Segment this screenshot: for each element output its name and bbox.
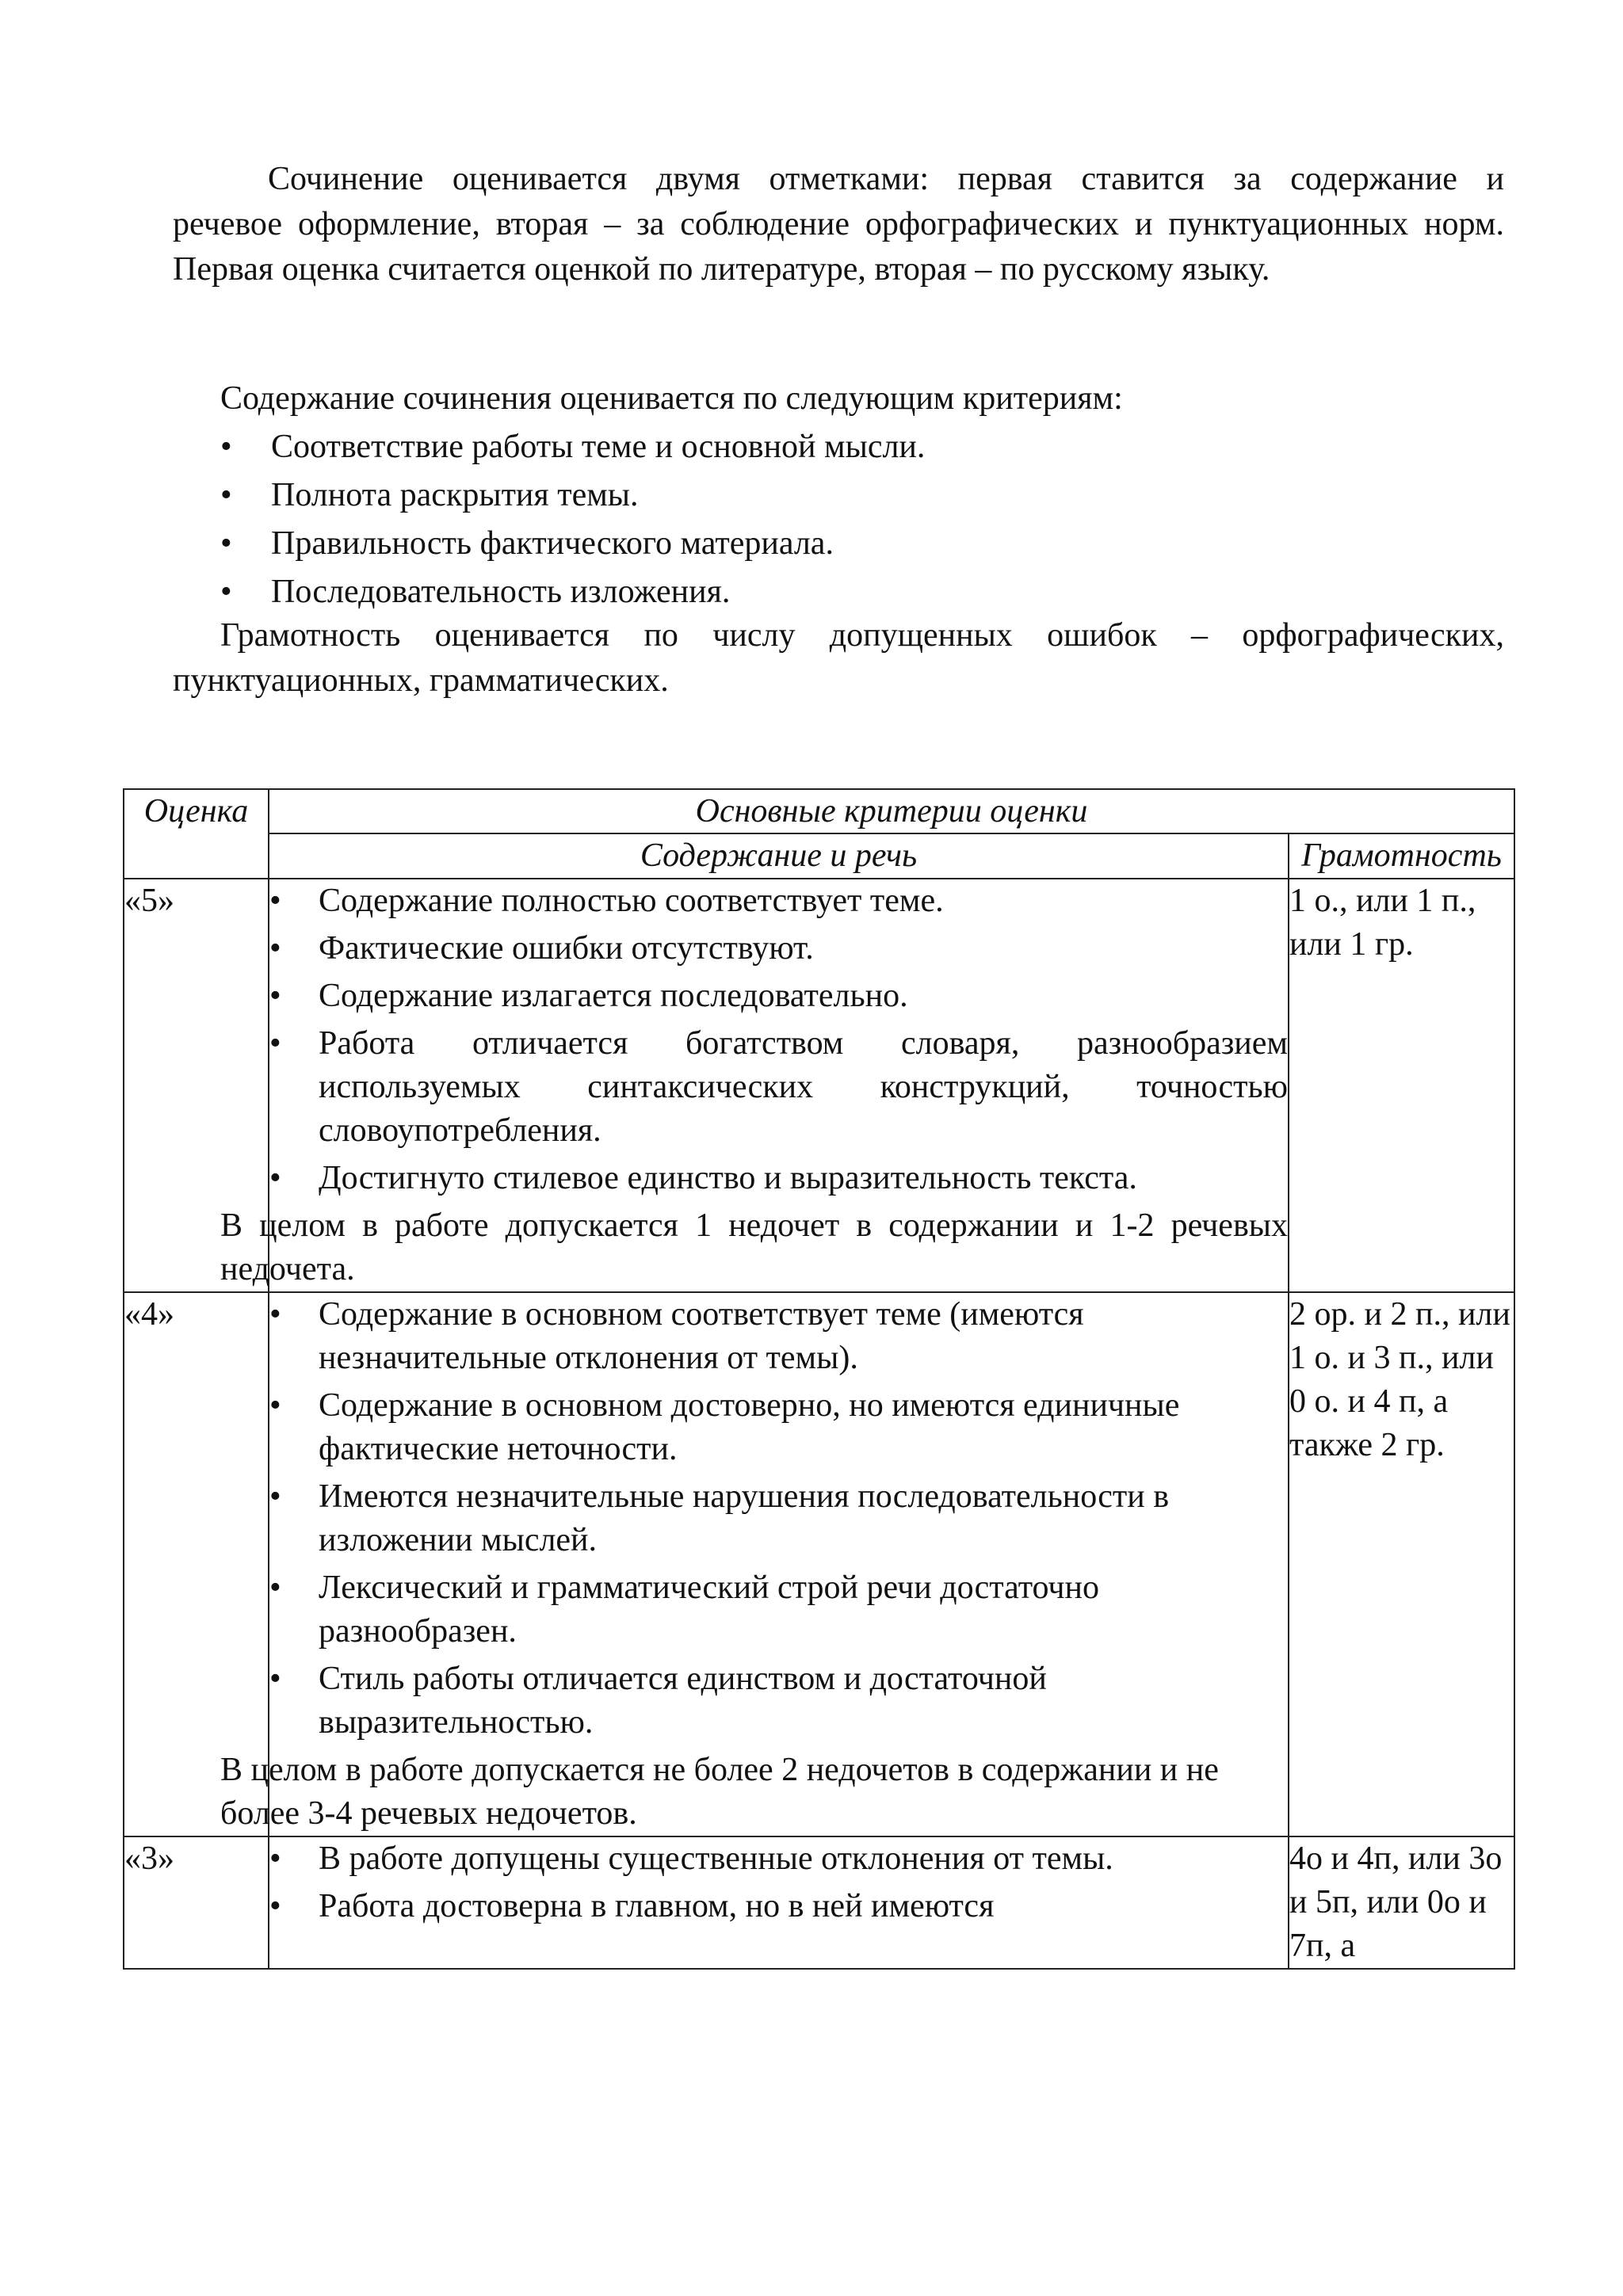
intro-first-line: Сочинение оценивается двумя отметками: первая ставится за содержание и xyxy=(268,161,1504,197)
list-item: • Имеются незначительные нарушения последовательности в изложении мыслей. xyxy=(269,1475,1288,1562)
intro-rest: речевое оформление, вторая – за соблюдение орфографических и пунктуационных норм. Первая оценка считается оценкой по литературе, вторая – по русскому языку. xyxy=(173,206,1504,288)
literacy-line-2: пунктуационных, грамматических. xyxy=(173,662,669,699)
row-summary: В целом в работе допускается 1 недочет в содержании и 1-2 речевых недочета. xyxy=(220,1207,1288,1287)
list-item: • Лексический и грамматический строй речи достаточно разнообразен. xyxy=(269,1566,1288,1653)
content-cell xyxy=(269,1836,1289,1969)
grade-cell: «5» xyxy=(124,879,269,1292)
list-item: • Правильность фактического материала. xyxy=(173,520,1504,568)
criteria-lead: Содержание сочинения оценивается по следующим критериям: xyxy=(220,380,1123,417)
intro-paragraph xyxy=(173,157,1504,292)
table-header-row xyxy=(124,789,1514,833)
table-row xyxy=(124,879,1514,1292)
literacy-line-1: Грамотность оценивается по числу допущенных ошибок – орфографических, xyxy=(220,617,1504,654)
list-item: • Фактические ошибки отсутствуют. xyxy=(269,927,1288,971)
grade-cell: «3» xyxy=(124,1836,269,1969)
criteria-bullets xyxy=(269,1837,1288,1928)
criteria-section xyxy=(173,376,1504,704)
list-item: • Полнота раскрытия темы. xyxy=(173,471,1504,520)
grade-cell: «4» xyxy=(124,1292,269,1836)
criteria-bullets xyxy=(269,1293,1288,1745)
list-item: • В работе допущены существенные отклонения от темы. xyxy=(269,1837,1288,1881)
list-item: • Содержание полностью соответствует теме. xyxy=(269,879,1288,923)
header-main-criteria: Основные критерии оценки xyxy=(269,789,1514,833)
list-item: • Работа достоверна в главном, но в ней имеются xyxy=(269,1885,1288,1928)
header-literacy: Грамотность xyxy=(1289,833,1514,879)
list-item: • Работа отличается богатством словаря, разнообразием используемых синтаксических конструкций, точностью словоупотребления. xyxy=(269,1022,1288,1153)
list-item: • Содержание излагается последовательно. xyxy=(269,974,1288,1018)
grading-table xyxy=(123,788,1515,1970)
list-item: • Последовательность изложения. xyxy=(173,568,1504,616)
literacy-paragraph xyxy=(173,613,1504,704)
table-subheader-row xyxy=(124,833,1514,879)
list-item: • Достигнуто стилевое единство и выразительность текста. xyxy=(269,1157,1288,1200)
content-cell xyxy=(220,879,1289,1292)
header-content-speech: Содержание и речь xyxy=(269,833,1289,879)
header-grade: Оценка xyxy=(124,789,269,879)
row-summary: В целом в работе допускается не более 2 недочетов в содержании и не более 3-4 речевых недочетов. xyxy=(220,1752,1219,1832)
literacy-cell: 1 о., или 1 п., или 1 гр. xyxy=(1289,879,1514,1292)
list-item: • Содержание в основном достоверно, но имеются единичные фактические неточности. xyxy=(269,1384,1288,1471)
list-item: • Соответствие работы теме и основной мысли. xyxy=(173,423,1504,471)
criteria-list xyxy=(173,423,1504,616)
list-item: • Стиль работы отличается единством и достаточной выразительностью. xyxy=(269,1657,1288,1745)
table-row xyxy=(124,1292,1514,1836)
literacy-cell: 2 ор. и 2 п., или 1 о. и 3 п., или 0 о. и 4 п, а также 2 гр. xyxy=(1289,1292,1514,1836)
criteria-bullets xyxy=(269,879,1288,1200)
table-row xyxy=(124,1836,1514,1969)
list-item: • Содержание в основном соответствует теме (имеются незначительные отклонения от темы). xyxy=(269,1293,1288,1380)
literacy-cell: 4о и 4п, или 3о и 5п, или 0о и 7п, а xyxy=(1289,1836,1514,1969)
content-cell xyxy=(220,1292,1289,1836)
